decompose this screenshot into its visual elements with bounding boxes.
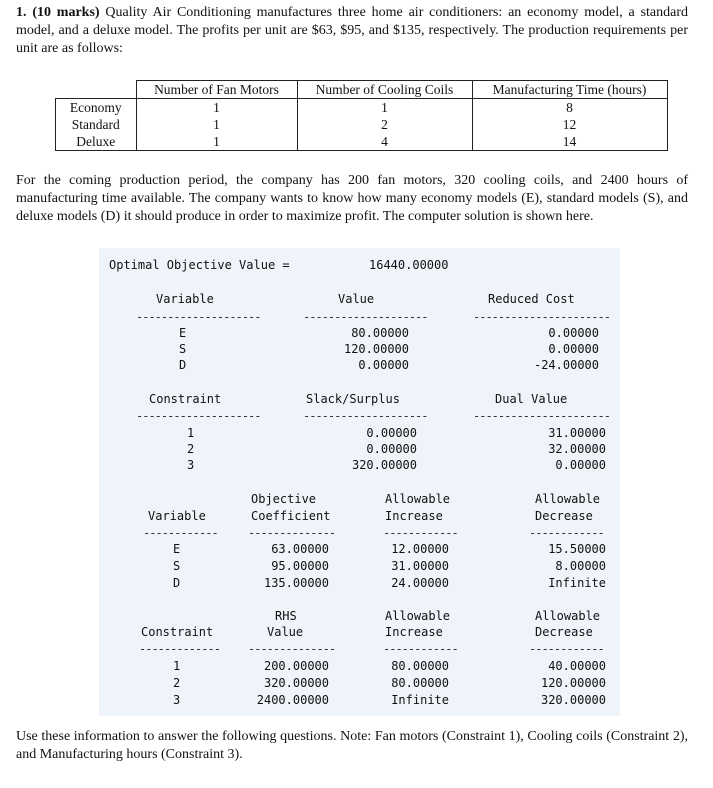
cell-fan: 1 (136, 99, 297, 117)
divider: -------------- (248, 526, 336, 540)
header-rhs: RHS (275, 609, 297, 623)
constraint-slack: 0.00000 (366, 426, 417, 440)
cell-time: 14 (472, 133, 667, 151)
requirements-table (55, 80, 668, 151)
constraint-number: 3 (173, 693, 181, 707)
var-value: 0.00000 (358, 358, 409, 372)
header-increase: Increase (385, 509, 443, 523)
constraint-dual: 31.00000 (548, 426, 606, 440)
header-increase: Increase (385, 625, 443, 639)
header-reduced-cost: Reduced Cost (488, 292, 575, 306)
header-rhs-value: Value (267, 625, 304, 639)
allowable-increase: 80.00000 (391, 659, 449, 673)
instructions-note: Use these information to answer the following questions. Note: Fan motors (Constraint 1), Cooling coils (Constraint 2), and Manufacturing hours (Constraint 3). (16, 729, 688, 762)
question-number: 1. (16, 5, 27, 20)
constraint-number: 1 (187, 426, 195, 440)
header-variable: Variable (156, 292, 214, 306)
row-label: Economy (56, 99, 137, 117)
constraint-number: 1 (173, 659, 181, 673)
divider: -------------------- (303, 310, 428, 324)
divider: ------------ (143, 526, 218, 540)
rhs-value: 320.00000 (263, 676, 329, 690)
allowable-decrease: 40.00000 (548, 659, 606, 673)
var-name: D (179, 358, 187, 372)
question-text: Quality Air Conditioning manufactures three home air conditioners: an economy model, a standard model, and a deluxe model. The profits per unit are $63, $95, and $135, respectively. The production requirements per unit are as follows: (16, 5, 689, 56)
divider: -------------------- (303, 409, 428, 423)
table-row (56, 116, 668, 133)
divider: ------------ (383, 526, 458, 540)
var-name: S (179, 342, 187, 356)
header-constraint: Constraint (141, 625, 214, 639)
allowable-increase: 31.00000 (391, 559, 449, 573)
divider: ---------------------- (473, 310, 610, 324)
allowable-decrease: 15.50000 (548, 542, 606, 556)
row-label: Standard (56, 116, 137, 133)
divider: ------------- (139, 642, 220, 656)
constraint-dual: 0.00000 (555, 458, 606, 472)
objective-coefficient: 63.00000 (271, 542, 329, 556)
divider: ------------ (529, 642, 604, 656)
cell-coils: 2 (297, 116, 472, 133)
objective-coefficient: 95.00000 (271, 559, 329, 573)
allowable-increase: Infinite (391, 693, 449, 707)
cell-fan: 1 (136, 133, 297, 151)
var-reduced-cost: 0.00000 (548, 342, 599, 356)
var-value: 80.00000 (351, 326, 409, 340)
question-intro (16, 4, 688, 58)
header-cooling-coils: Number of Cooling Coils (297, 81, 472, 99)
header-allowable: Allowable (535, 609, 601, 623)
header-dual-value: Dual Value (495, 392, 568, 406)
header-slack-surplus: Slack/Surplus (306, 392, 400, 406)
constraint-slack: 320.00000 (351, 458, 417, 472)
var-name: D (173, 576, 181, 590)
cell-time: 12 (472, 116, 667, 133)
header-constraint: Constraint (149, 392, 222, 406)
header-coefficient: Coefficient (251, 509, 331, 523)
constraint-number: 3 (187, 458, 195, 472)
header-fan-motors: Number of Fan Motors (136, 81, 297, 99)
header-objective: Objective (251, 492, 317, 506)
rhs-value: 200.00000 (263, 659, 329, 673)
computer-solution-panel (99, 248, 620, 716)
divider: ------------ (383, 642, 458, 656)
allowable-decrease: 320.00000 (540, 693, 606, 707)
var-value: 120.00000 (343, 342, 409, 356)
allowable-increase: 24.00000 (391, 576, 449, 590)
cell-coils: 4 (297, 133, 472, 151)
row-label: Deluxe (56, 133, 137, 151)
table-corner (56, 81, 137, 99)
divider: -------------------- (136, 310, 261, 324)
header-value: Value (338, 292, 375, 306)
rhs-value: 2400.00000 (256, 693, 329, 707)
var-name: S (173, 559, 181, 573)
problem-description: For the coming production period, the company has 200 fan motors, 320 cooling coils, and 2400 hours of manufacturing time available. The company wants to know how many economy models (E), standard models (S), and deluxe models (D) it should produce in order to maximize profit. The computer solution is shown here. (16, 173, 688, 224)
header-allowable: Allowable (535, 492, 601, 506)
allowable-decrease: Infinite (548, 576, 606, 590)
var-reduced-cost: -24.00000 (533, 358, 599, 372)
constraint-number: 2 (173, 676, 181, 690)
constraint-dual: 32.00000 (548, 442, 606, 456)
header-manufacturing-time: Manufacturing Time (hours) (472, 81, 667, 99)
allowable-decrease: 120.00000 (540, 676, 606, 690)
constraint-number: 2 (187, 442, 195, 456)
allowable-decrease: 8.00000 (555, 559, 606, 573)
table-row (56, 133, 668, 151)
table-row (56, 99, 668, 117)
var-name: E (179, 326, 187, 340)
allowable-increase: 12.00000 (391, 542, 449, 556)
var-reduced-cost: 0.00000 (548, 326, 599, 340)
objective-label: Optimal Objective Value = (109, 258, 290, 272)
objective-coefficient: 135.00000 (263, 576, 329, 590)
header-decrease: Decrease (535, 509, 593, 523)
constraint-slack: 0.00000 (366, 442, 417, 456)
header-allowable: Allowable (385, 492, 451, 506)
allowable-increase: 80.00000 (391, 676, 449, 690)
question-marks: (10 marks) (32, 5, 100, 20)
divider: -------------------- (136, 409, 261, 423)
var-name: E (173, 542, 181, 556)
cell-fan: 1 (136, 116, 297, 133)
objective-value: 16440.00000 (369, 258, 449, 272)
divider: -------------- (248, 642, 336, 656)
header-decrease: Decrease (535, 625, 593, 639)
header-variable: Variable (148, 509, 206, 523)
cell-coils: 1 (297, 99, 472, 117)
cell-time: 8 (472, 99, 667, 117)
header-allowable: Allowable (385, 609, 451, 623)
divider: ---------------------- (473, 409, 610, 423)
divider: ------------ (529, 526, 604, 540)
